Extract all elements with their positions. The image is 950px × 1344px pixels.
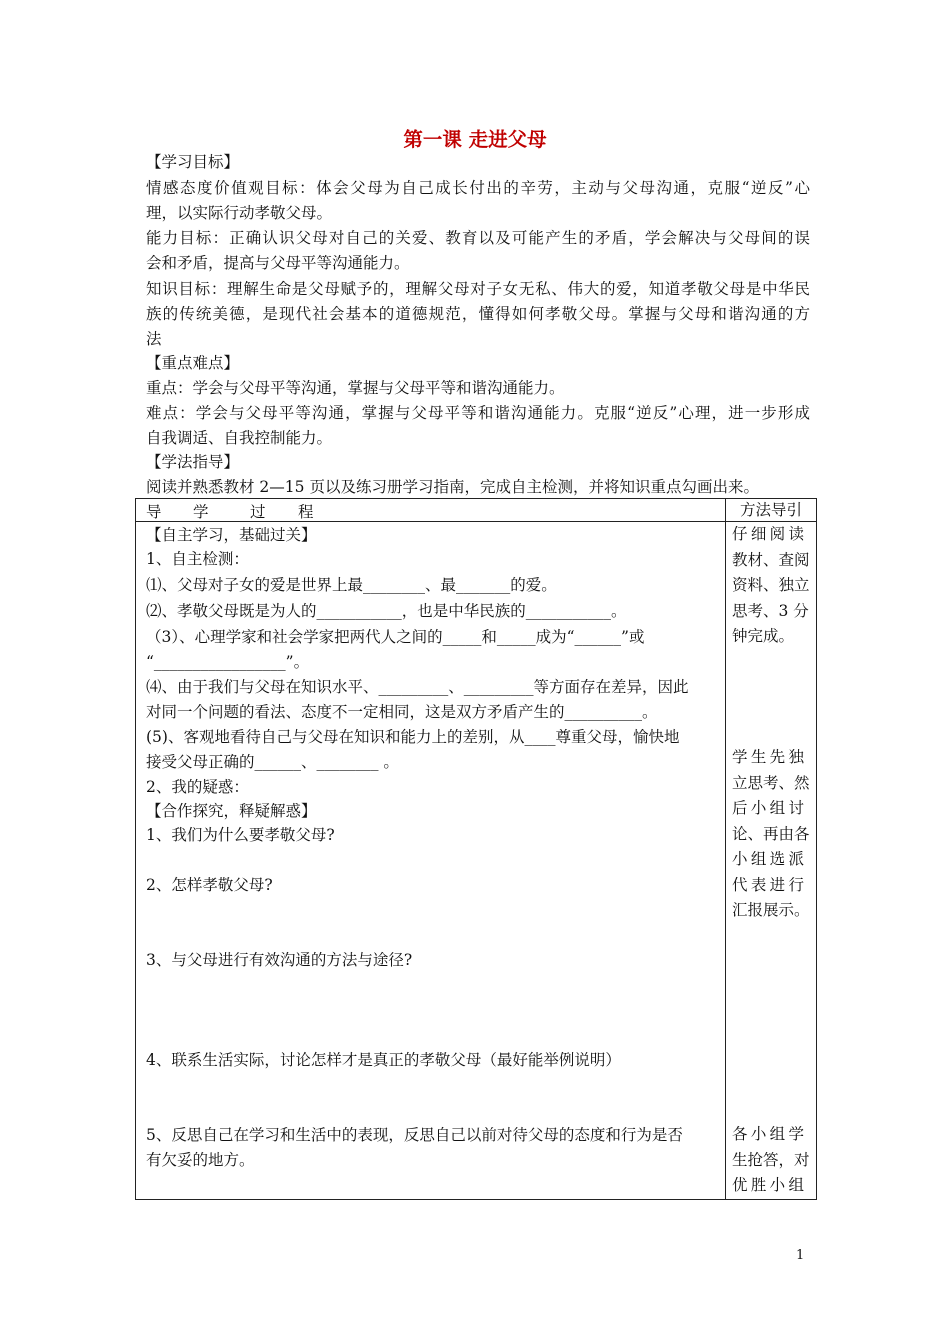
method-note: 生抢答，对 [732, 1150, 810, 1169]
discussion-question-4: 4、联系生活实际，讨论怎样才是真正的孝敬父母（最好能举例说明） [146, 1051, 621, 1069]
method-cell [726, 522, 817, 1200]
discussion-question-2: 2、怎样孝敬父母? [146, 876, 273, 894]
method-note: 论、再由各 [732, 824, 810, 843]
question-5-line2: 接受父母正确的______、________ 。 [146, 753, 399, 771]
header-char: 学 [193, 503, 209, 521]
discussion-question-1: 1、我们为什么要孝敬父母? [146, 826, 335, 844]
my-doubts-label: 2、我的疑惑： [146, 778, 249, 796]
question-4-line1: ⑷、由于我们与父母在知识水平、_________、_________等方面存在差异，因此 [146, 678, 689, 696]
goal-emotion-line2: 理，以实际行动孝敬父母。 [146, 204, 333, 222]
difficulty-line1: 难点：学会与父母平等沟通，掌握与父母平等和谐沟通能力。克服“逆反”心理，进一步形成 [146, 404, 810, 422]
study-process-table [135, 498, 817, 1200]
cooperative-heading: 【合作探究，释疑解惑】 [146, 802, 317, 820]
method-note: 代表进行 [732, 875, 804, 894]
discussion-question-3: 3、与父母进行有效沟通的方法与途径? [146, 951, 413, 969]
method-note: 仔细阅读 [732, 525, 804, 543]
page-title: 第一课 走进父母 [403, 128, 547, 151]
method-note: 小组选派 [732, 850, 804, 868]
self-study-heading: 【自主学习，基础过关】 [146, 526, 317, 544]
table-header-method: 方法导引 [726, 499, 817, 522]
method-note: 优胜小组 [732, 1176, 804, 1194]
method-note: 思考、3 分 [732, 601, 809, 620]
question-1: ⑴、父母对子女的爱是世界上最________、最_______的爱。 [146, 576, 557, 594]
goal-ability-line1: 能力目标：正确认识父母对自己的关爱、教育以及可能产生的矛盾，学会解决与父母间的误 [146, 229, 810, 247]
method-note: 立思考、然 [732, 773, 810, 792]
header-char: 过 [250, 503, 266, 521]
goal-knowledge-line2: 族的传统美德，是现代社会基本的道德规范，懂得如何孝敬父母。掌握与父母和谐沟通的方 [146, 305, 810, 323]
section-heading-goals: 【学习目标】 [146, 153, 240, 171]
table-header-process [136, 499, 726, 522]
question-3-line2: “_________________”。 [146, 653, 310, 671]
discussion-question-5-line1: 5、反思自己在学习和生活中的表现，反思自己以前对待父母的态度和行为是否 [146, 1126, 683, 1144]
method-note: 钟完成。 [732, 627, 795, 645]
self-check-label: 1、自主检测： [146, 550, 249, 568]
header-char: 导 [146, 503, 162, 521]
keypoint-line: 重点：学会与父母平等沟通，掌握与父母平等和谐沟通能力。 [146, 379, 565, 397]
method-note: 学生先独 [732, 748, 804, 766]
method-note: 教材、查阅 [732, 550, 810, 569]
method-guide-line: 阅读并熟悉教材 2—15 页以及练习册学习指南，完成自主检测，并将知识重点勾画出来。 [146, 478, 759, 496]
difficulty-line2: 自我调适、自我控制能力。 [146, 429, 333, 447]
method-note: 资料、独立 [732, 576, 810, 594]
method-note: 后小组讨 [732, 799, 804, 817]
goal-ability-line2: 会和矛盾，提高与父母平等沟通能力。 [146, 254, 410, 272]
method-note: 汇报展示。 [732, 901, 810, 919]
goal-knowledge-line3: 法 [146, 330, 162, 348]
question-3-line1: （3）、心理学家和社会学家把两代人之间的_____和_____成为“______”或 [146, 628, 645, 646]
page-number: 1 [796, 1248, 805, 1263]
header-char: 程 [298, 503, 314, 521]
method-note: 各小组学 [732, 1125, 804, 1143]
section-heading-method: 【学法指导】 [146, 453, 240, 471]
section-heading-keypoints: 【重点难点】 [146, 354, 240, 372]
goal-emotion-line1: 情感态度价值观目标：体会父母为自己成长付出的辛劳，主动与父母沟通，克服“逆反”心 [146, 179, 810, 197]
process-cell [136, 522, 726, 1200]
question-4-line2: 对同一个问题的看法、态度不一定相同，这是双方矛盾产生的__________。 [146, 703, 658, 721]
goal-knowledge-line1: 知识目标：理解生命是父母赋予的，理解父母对子女无私、伟大的爱，知道孝敬父母是中华民 [146, 280, 810, 298]
discussion-question-5-line2: 有欠妥的地方。 [146, 1151, 255, 1169]
question-5-line1: (5)、客观地看待自己与父母在知识和能力上的差别，从____尊重父母，愉快地 [146, 728, 680, 746]
question-2: ⑵、孝敬父母既是为人的___________，也是中华民族的___________。 [146, 602, 627, 620]
